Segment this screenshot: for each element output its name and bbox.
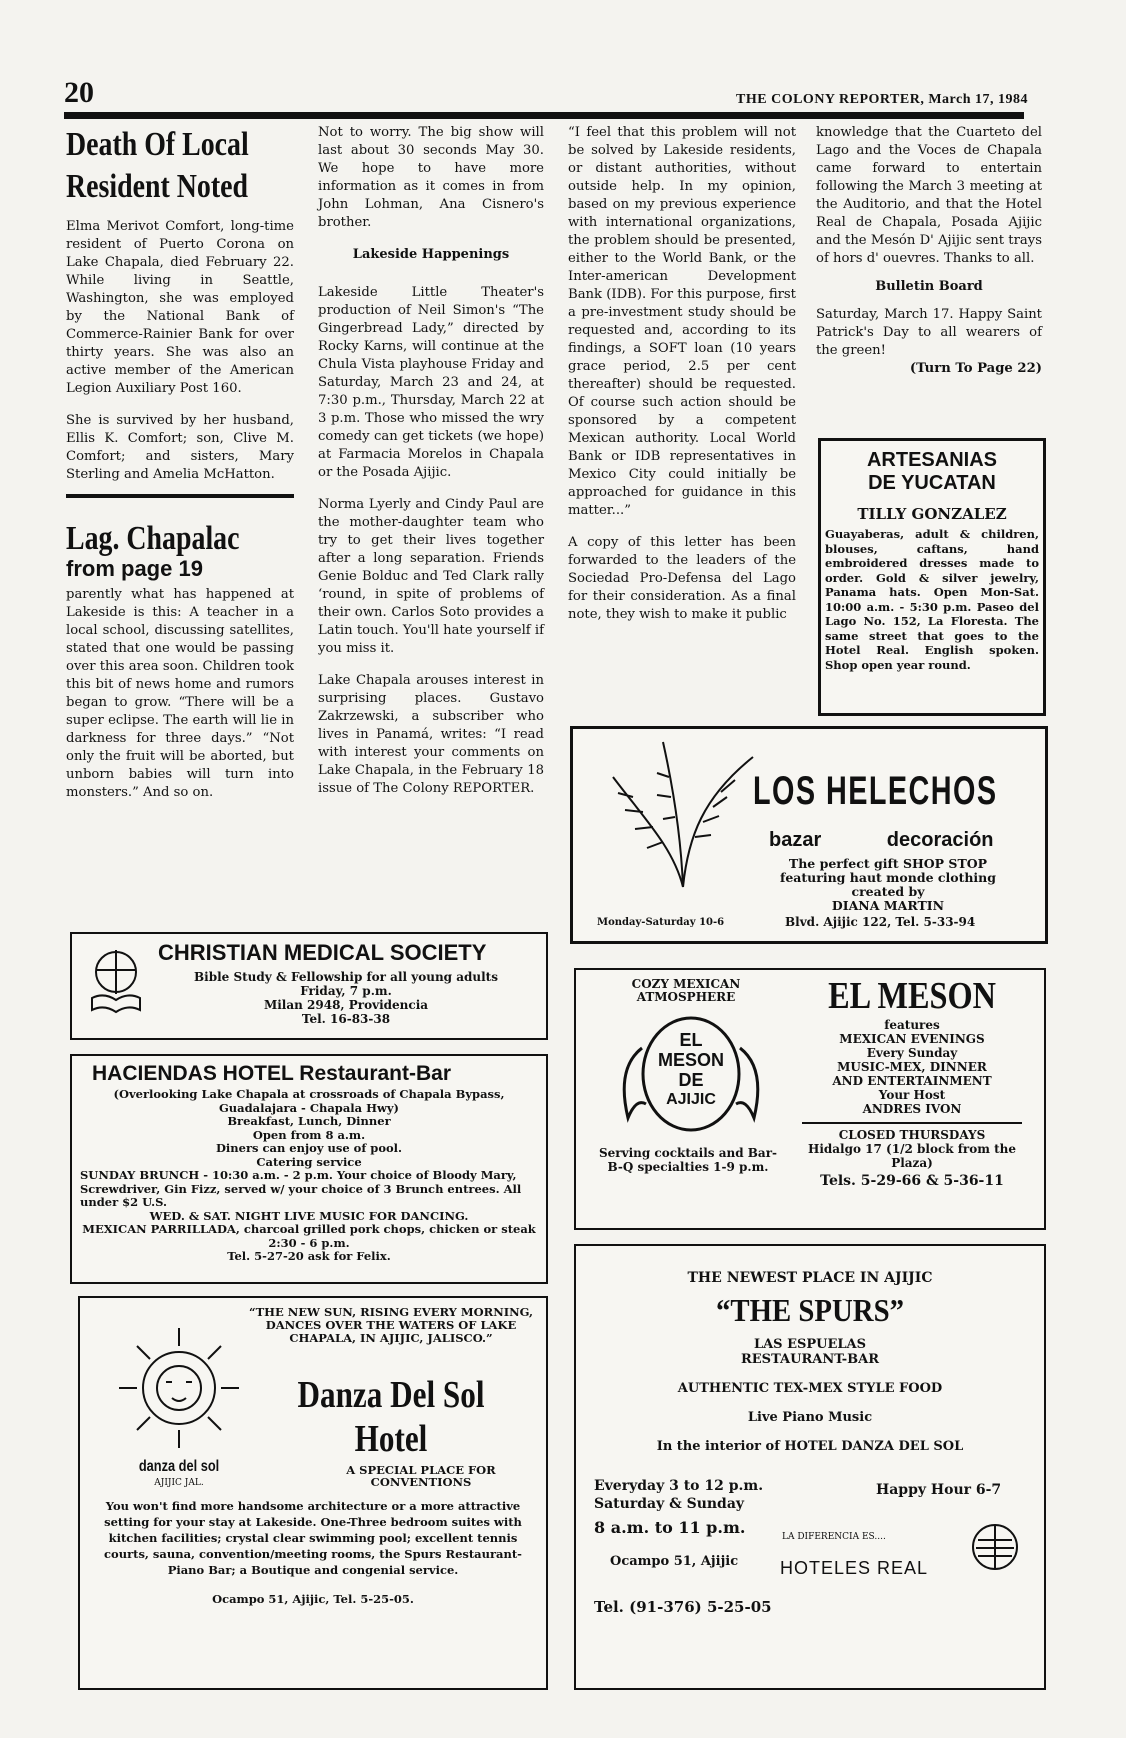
column-3 (568, 124, 796, 638)
col4-paragraph-1: knowledge that the Cuarteto del Lago and the Voces de Chapala came forward to entertain following the March 3 meeting at the Auditorio, and that the Hotel Real de Chapala, Posada Ajijic and the Mesón D' Ajijic sent trays of hors d' ouevres. Thanks to all. (816, 125, 1042, 266)
meson-and: AND ENTERTAINMENT (832, 1074, 992, 1088)
haciendas-line-8: MEXICAN PARRILLADA, charcoal grilled pork chops, chicken or steak 2:30 - 6 p.m. (82, 1222, 536, 1250)
meson-sunday: Every Sunday (866, 1046, 958, 1060)
spurs-address: Ocampo 51, Ajijic (610, 1554, 739, 1569)
danza-title-hotel: Hotel (354, 1418, 428, 1460)
meson-features: features (884, 1018, 940, 1032)
bible-cross-icon (86, 946, 146, 1016)
ad-haciendas-hotel (70, 1054, 548, 1284)
artesanias-title-2: DE YUCATAN (868, 472, 996, 494)
artesanias-body: Guayaberas, adult & children, blouses, caftans, hand embroidered dresses made to order. Gold & silver jewelry, Panama hats. Open Mon-Sat. 10:00 a.m. - 5:30 p.m. Paseo del Lago No. 152, La Floresta. The same street that goes to the Hotel Real. English spoken. Shop open year round. (825, 527, 1039, 672)
obit-paragraph-2: She is survived by her husband, Ellis K. Comfort; son, Clive M. Comfort; and sisters, Mary Sterling and Amelia McHatton. (66, 413, 294, 482)
hoteles-real-tagline: LA DIFERENCIA ES.... (782, 1532, 886, 1542)
danza-address: Ocampo 51, Ajijic, Tel. 5-25-05. (212, 1592, 414, 1606)
ad-danza-del-sol (78, 1296, 548, 1690)
meson-evenings: MEXICAN EVENINGS (839, 1032, 985, 1046)
ad-el-meson (574, 968, 1046, 1230)
meson-cozy: COZY MEXICAN ATMOSPHERE (631, 977, 741, 1004)
haciendas-title: HACIENDAS HOTEL Restaurant-Bar (92, 1062, 451, 1085)
obit-paragraph-1: Elma Merivot Comfort, long-time resident of Puerto Corona on Lake Chapala, died February 22. While living in Seattle, Washington, she was employed by the National Bank of Commerce-Rainier Bank for over thirty years. She was also an active member of the American Legion Auxiliary Post 160. (66, 219, 294, 396)
meson-closed: CLOSED THURSDAYS (838, 1128, 986, 1142)
ad-christian-medical-society (70, 932, 548, 1040)
helechos-line-4: DIANA MARTIN (831, 898, 945, 913)
spurs-sub-2: RESTAURANT-BAR (740, 1352, 880, 1367)
meson-logo-ajijic: AJIJIC (666, 1091, 716, 1108)
danza-body: You won't find more handsome architecture or a more attractive setting for your stay at Lakeside. One-Three bedroom suites with kitchen facilities; crystal clear swimming pool; excellent tennis courts, sauna, convention/meeting rooms, the Spurs Restaurant-Piano Bar; a Boutique and congenial service. (104, 1499, 522, 1577)
meson-divider (802, 1122, 1022, 1124)
meson-serving: Serving cocktails and Bar-B-Q specialties 1-9 p.m. (598, 1146, 778, 1174)
spurs-saturday: Saturday & Sunday (594, 1496, 745, 1512)
meson-addr: Hidalgo 17 (1/2 block from the Plaza) (807, 1142, 1017, 1170)
meson-logo-text (644, 1030, 738, 1110)
danza-conventions: A SPECIAL PLACE FOR CONVENTIONS (346, 1463, 496, 1489)
top-rule (64, 112, 1024, 119)
fern-illustration (603, 737, 763, 897)
col3-paragraph-1: “I feel that this problem will not be solved by Lakeside residents, or distant authorities, without outside help. In my opinion, based on my previous experience with international organizations, the problem should be presented, either to the World Bank, or the Inter-american Development Bank (IDB). For this purpose, first a pre-investment study should be requested and, according to its findings, a SOFT loan (10 years grace period, 2.5 per cent thereafter) should be requested. Of course such action should be sponsored by a competent Mexican authority. Local World Bank or IDB representatives in Mexico City could initially be approached for guidance in this matter...” (568, 125, 796, 518)
spurs-sub-1: LAS ESPUELAS (753, 1337, 867, 1352)
chapalac-paragraph: parently what has happened at Lakeside is this: A teacher in a local school, discussing satellites, stated that one would be passing over this area soon. Children took this bit of news home and rumors began to grow. “There will be a super eclipse. The earth will lie in darkness for three days.” “Not only the fruit will be aborted, but unborn babies will turn into monsters.” And so on. (66, 587, 294, 800)
cms-title: CHRISTIAN MEDICAL SOCIETY (158, 940, 487, 965)
ad-artesanias (818, 438, 1046, 716)
cms-details (158, 970, 534, 1026)
lakeside-happenings-heading: Lakeside Happenings (352, 247, 510, 262)
danza-title: Danza Del Sol (297, 1374, 485, 1416)
from-page-label: from page 19 (66, 556, 203, 581)
ad-los-helechos (570, 726, 1048, 944)
column-4 (816, 124, 1042, 378)
col2-paragraph-3: Norma Lyerly and Cindy Paul are the mother-daughter team who try to get their lives together after a long separation. Friends Genie Bolduc and Ted Clark rally ‘round, in spite of problems of their own. Carlos Soto provides a Latin touch. You'll hate yourself if you miss it. (318, 497, 544, 656)
ad-the-spurs (574, 1244, 1046, 1690)
cms-line-2: Friday, 7 p.m. (300, 984, 392, 998)
haciendas-line-2: Breakfast, Lunch, Dinner (227, 1114, 391, 1128)
meson-logo-de: DE (678, 1070, 704, 1090)
meson-host-1: Your Host (878, 1088, 946, 1102)
meson-tels: Tels. 5-29-66 & 5-36-11 (820, 1173, 1004, 1189)
haciendas-line-3: Open from 8 a.m. (252, 1127, 366, 1142)
hoteles-real-emblem-icon (970, 1522, 1020, 1572)
cms-line-4: Tel. 16-83-38 (301, 1012, 391, 1026)
helechos-hours: Monday-Saturday 10-6 (597, 917, 725, 928)
meson-music: MUSIC-MEX, DINNER (837, 1060, 987, 1074)
meson-logo-el: EL (679, 1030, 703, 1050)
col2-paragraph-4: Lake Chapala arouses interest in surprising places. Gustavo Zakrzewski, a subscriber who lives in Panamá, writes: “I read with interest your comments on Lake Chapala, in the February 18 issue of The Colony REPORTER. (318, 673, 544, 796)
column-1 (66, 124, 294, 816)
page-number: 20 (64, 76, 94, 109)
meson-info (792, 1018, 1032, 1188)
cms-line-1: Bible Study & Fellowship for all young adults (194, 970, 498, 984)
helechos-text (763, 857, 1013, 913)
sun-logo (104, 1320, 254, 1450)
spurs-newest: THE NEWEST PLACE IN AJIJIC (687, 1270, 933, 1286)
headline-resident: Resident Noted (66, 168, 248, 205)
col4-paragraph-2: Saturday, March 17. Happy Saint Patrick's Day to all wearers of the green! (816, 307, 1042, 358)
helechos-line-3: created by (851, 884, 925, 899)
helechos-line-2: featuring haut monde clothing (779, 870, 997, 885)
haciendas-line-7: WED. & SAT. NIGHT LIVE MUSIC FOR DANCING. (149, 1208, 469, 1223)
haciendas-line-9: Tel. 5-27-20 ask for Felix. (227, 1249, 391, 1263)
haciendas-line-4: Diners can enjoy use of pool. (215, 1141, 403, 1155)
cms-line-3: Milan 2948, Providencia (263, 998, 429, 1012)
spurs-piano: Live Piano Music (747, 1410, 873, 1425)
danza-logo-sub: AJIJIC JAL. (154, 1478, 204, 1488)
meson-logo-meson: MESON (657, 1050, 724, 1070)
col2-paragraph-1: Not to worry. The big show will last about 30 seconds May 30. We hope to have more information as it comes in from John Lohman, Ana Cisnero's brother. (318, 125, 544, 230)
meson-host-2: ANDRES IVON (862, 1102, 962, 1116)
meson-right (792, 974, 1032, 1188)
spurs-happy-hour: Happy Hour 6-7 (876, 1482, 1002, 1498)
turn-to-page: (Turn To Page 22) (909, 361, 1042, 376)
headline-chapalac: Lag. Chapalac (66, 520, 240, 557)
artesanias-title-1: ARTESANIAS (866, 449, 997, 471)
col2-paragraph-2: Lakeside Little Theater's production of Neil Simon's “The Gingerbread Lady,” directed by Rocky Karns, will continue at the Chula Vista playhouse Friday and Saturday, March 23 and 24, at 7:30 p.m., Thursday, March 22 at 3 p.m. Those who missed the wry comedy can get tickets (we hope) at Farmacia Morelos in Chapala or the Posada Ajijic. (318, 285, 544, 480)
danza-intro: “THE NEW SUN, RISING EVERY MORNING, DANCES OVER THE WATERS OF LAKE CHAPALA, IN AJIJIC, JALISCO.” (248, 1305, 534, 1345)
spurs-tel: Tel. (91-376) 5-25-05 (594, 1598, 772, 1616)
spurs-title: “THE SPURS” (715, 1292, 905, 1328)
helechos-title: LOS HELECHOS (753, 769, 998, 813)
helechos-address: Blvd. Ajijic 122, Tel. 5-33-94 (785, 915, 976, 929)
bulletin-board-heading: Bulletin Board (875, 279, 983, 294)
haciendas-line-5: Catering service (256, 1154, 362, 1169)
helechos-line-1: The perfect gift SHOP STOP (788, 856, 988, 871)
spurs-food: AUTHENTIC TEX-MEX STYLE FOOD (677, 1381, 943, 1396)
spurs-everyday: Everyday 3 to 12 p.m. (594, 1478, 764, 1494)
haciendas-details (72, 1088, 546, 1264)
artesanias-owner: TILLY GONZALEZ (857, 505, 1007, 523)
danza-logo-text: danza del sol (138, 1458, 220, 1475)
spurs-am: 8 a.m. to 11 p.m. (594, 1518, 746, 1537)
haciendas-line-1: (Overlooking Lake Chapala at crossroads of Chapala Bypass, Guadalajara - Chapala Hwy) (113, 1087, 505, 1115)
helechos-subtitle: bazar decoración (769, 829, 994, 851)
divider (66, 494, 294, 498)
col3-paragraph-2: A copy of this letter has been forwarded to the leaders of the Sociedad Pro-Defensa del Lago for their consideration. As a final note, they wish to make it public (568, 535, 796, 622)
spurs-interior: In the interior of HOTEL DANZA DEL SOL (656, 1439, 964, 1454)
column-2 (318, 124, 544, 812)
hoteles-real-logo-text: HOTELES REAL (780, 1558, 929, 1578)
meson-title: EL MESON (828, 975, 996, 1017)
haciendas-line-6: SUNDAY BRUNCH - 10:30 a.m. - 2 p.m. Your choice of Bloody Mary, Screwdriver, Gin Fizz, served w/ your choice of 3 Brunch entrees. All under $2 U.S. (80, 1168, 522, 1209)
headline-death: Death Of Local (66, 126, 249, 163)
masthead: THE COLONY REPORTER, March 17, 1984 (736, 92, 1028, 107)
